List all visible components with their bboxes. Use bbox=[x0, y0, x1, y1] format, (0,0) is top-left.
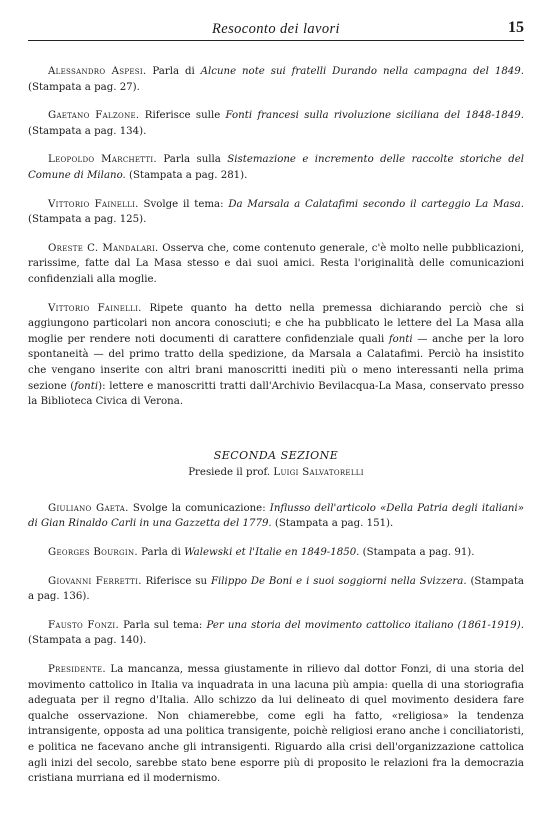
entry-fainelli bbox=[28, 197, 524, 228]
running-title: Resoconto dei lavori bbox=[211, 21, 340, 37]
entry-text: Osserva che, come contenuto generale, c'è molto nelle pubblicazioni, rarissime, fatte dal La Masa stesso e dai suoi amici. Resta l'originalità delle comunicazioni confidenziali alla moglie. bbox=[28, 242, 524, 285]
speaker-name: Oreste C. Mandalari. bbox=[48, 242, 159, 254]
entry-text: Svolge il tema: bbox=[138, 198, 229, 210]
entry-text: — anche per la loro spontaneità — del primo tratto della spedizione, da Marsala a Calatafimi. Perciò ha insistito che vengano inserite con altri brani manoscritti inediti più o meno interessanti nella prima sezione ( bbox=[28, 333, 524, 392]
entry-fonzi bbox=[28, 618, 524, 649]
speaker-name: Gaetano Falzone. bbox=[48, 110, 140, 122]
section-title: SECONDA SEZIONE bbox=[213, 448, 339, 462]
chair-name: Luigi Salvatorelli bbox=[273, 467, 364, 479]
entry-text: Svolge la comunicazione: bbox=[128, 502, 270, 514]
entry-text: Parla sul tema: bbox=[119, 619, 207, 631]
entry-reference: (Stampata a pag. 125). bbox=[28, 214, 147, 226]
entry-ferretti bbox=[28, 574, 524, 605]
page-header bbox=[28, 0, 524, 38]
entry-mandalari bbox=[28, 241, 524, 288]
speaker-name: Giuliano Gaeta. bbox=[48, 502, 129, 514]
entry-reference: (Stampata a pag. 151). bbox=[271, 518, 394, 530]
entry-reference: (Stampata a pag. 134). bbox=[28, 125, 147, 137]
entry-reference: (Stampata a pag. 91). bbox=[359, 547, 475, 559]
entry-text: Riferisce su bbox=[141, 575, 211, 587]
entry-reference: (Stampata a pag. 140). bbox=[28, 635, 147, 647]
speaker-name: Vittorio Fainelli. bbox=[48, 198, 139, 210]
entry-fainelli-reply bbox=[28, 301, 524, 410]
entry-reference: (Stampata a pag. 281). bbox=[125, 169, 248, 181]
entry-text: La mancanza, messa giustamente in rilievo dal dottor Fonzi, di una storia del movimento cattolico in Italia va inquadrata in una lacuna più ampia: quella di una storiografia adeguata per il regno d'Italia. Allo schizzo da lui delineato di quel movimento desidera fare qualche osservazione. Non chiamerebbe, come egli ha fatto, «religiosa» la tendenza intransigente, opposta ad una politica transigente, poichè religiosi erano anche i conciliatoristi, e politica ne facevano anche gli intransigenti. Riguardo alla crisi dell'organizzazione cattolica agli inizi del secolo, sarebbe stato bene esporre più di proposito le relazioni fra la democrazia cristiana murriana ed il modernismo. bbox=[28, 664, 524, 785]
entry-aspesi bbox=[28, 64, 524, 95]
speaker-name: Georges Bourgin. bbox=[48, 547, 138, 559]
italic-term: fonti bbox=[74, 380, 99, 392]
entry-title: Per una storia del movimento cattolico italiano (1861-1919). bbox=[206, 619, 525, 631]
entry-reference: (Stampata a pag. 27). bbox=[28, 81, 140, 93]
entry-text: Parla di bbox=[137, 547, 185, 559]
entry-president bbox=[28, 662, 524, 787]
entry-marchetti bbox=[28, 152, 524, 183]
entry-text: Parla di bbox=[146, 66, 201, 77]
entry-title: Da Marsala a Calatafimi secondo il carteggio La Masa. bbox=[228, 198, 524, 210]
section-chair bbox=[28, 465, 524, 481]
entry-text: Riferisce sulle bbox=[139, 110, 226, 122]
chair-prefix: Presiede il prof. bbox=[188, 467, 274, 479]
entry-title: Alcune note sui fratelli Durando nella campagna del 1849. bbox=[200, 66, 525, 77]
entry-falzone bbox=[28, 108, 524, 139]
speaker-name: Giovanni Ferretti. bbox=[48, 575, 142, 587]
entry-title: Filippo De Boni e i suoi soggiorni nella Svizzera. bbox=[210, 575, 467, 587]
speaker-name: Fausto Fonzi. bbox=[48, 619, 120, 631]
entry-bourgin bbox=[28, 545, 524, 561]
header-rule bbox=[28, 40, 524, 41]
entry-title: Walewski et l'Italie en 1849-1850. bbox=[184, 547, 360, 559]
entry-text: ): lettere e manoscritti tratti dall'Archivio Bevilacqua-La Masa, conservato presso la Biblioteca Civica di Verona. bbox=[28, 380, 525, 408]
entry-title: Sistemazione e incremento delle raccolte storiche del Comune di Milano. bbox=[28, 154, 524, 181]
entry-title: Fonti francesi sulla rivoluzione siciliana del 1848-1849. bbox=[225, 110, 524, 122]
entry-text: Ripete quanto ha detto nella premessa dichiarando perciò che si aggiungono particolari non ancora conosciuti; e che ha pubblicato le lettere del La Masa alla moglie per rendere noti documenti di carattere confidenziale quali bbox=[28, 302, 524, 345]
page-number: 15 bbox=[508, 19, 524, 36]
speaker-name: Alessandro Aspesi. bbox=[48, 66, 147, 77]
speaker-name: Presidente. bbox=[48, 664, 106, 676]
page-body bbox=[28, 38, 524, 787]
entry-reference: (Stampata a pag. 136). bbox=[28, 575, 524, 603]
speaker-name: Leopoldo Marchetti. bbox=[48, 154, 157, 166]
entry-gaeta bbox=[28, 501, 524, 532]
speaker-name: Vittorio Fainelli. bbox=[48, 302, 142, 314]
entry-text: Parla sulla bbox=[156, 154, 228, 166]
italic-term: fonti bbox=[388, 333, 413, 345]
entry-title: Influsso dell'articolo «Della Patria degli italiani» di Gian Rinaldo Carli in una Gazzetta del 1779. bbox=[28, 502, 524, 530]
